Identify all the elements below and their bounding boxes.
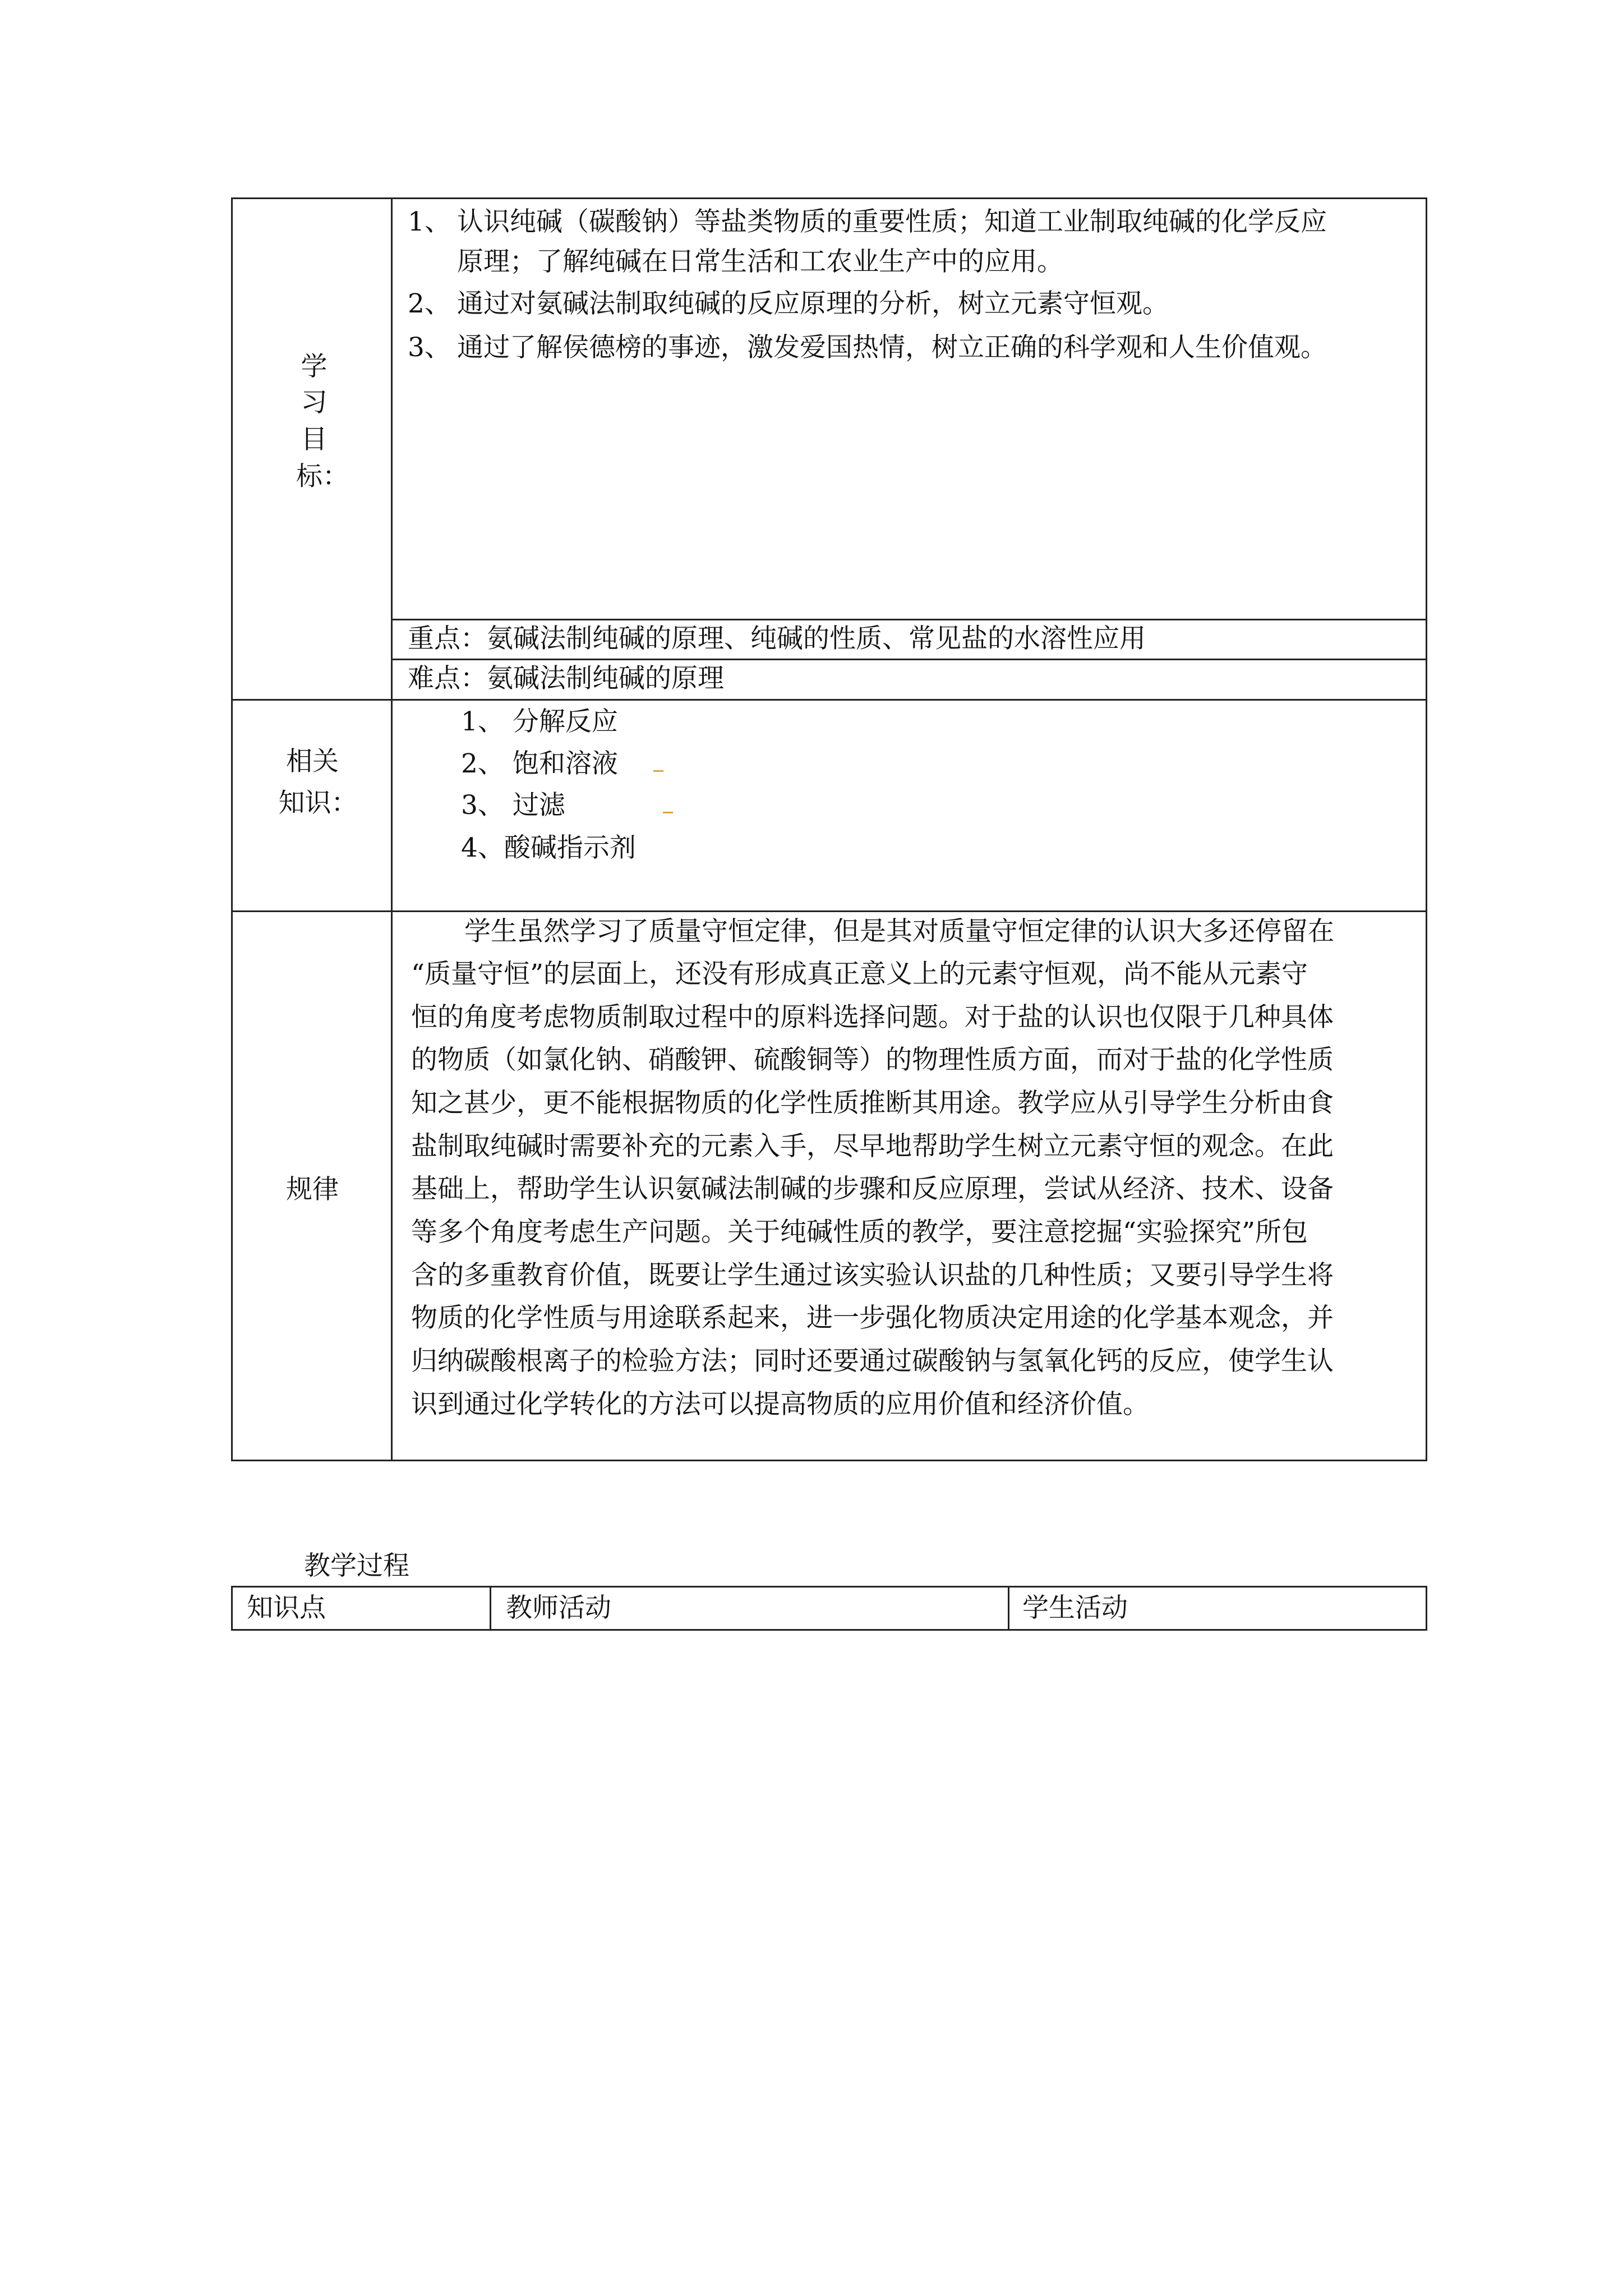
rules-label: 规律 [286, 1174, 339, 1205]
related-knowledge-label-line: 相关 [286, 746, 339, 777]
process-table-divider [1008, 1586, 1009, 1631]
key-point-text: 重点：氨碱法制纯碱的原理、纯碱的性质、常见盐的水溶性应用 [408, 623, 1146, 654]
objective-text: 通过了解侯德榜的事迹，激发爱国热情，树立正确的科学观和人生价值观。 [457, 332, 1327, 363]
difficulty-border-top [391, 659, 1427, 660]
rules-line: 识到通过化学转化的方法可以提高物质的应用价值和经济价值。 [411, 1389, 1149, 1420]
process-header-knowledge-point: 知识点 [247, 1593, 326, 1623]
knowledge-item: 1、 分解反应 [461, 706, 618, 737]
rules-line: 含的多重教育价值，既要让学生通过该实验认识盐的几种性质；又要引导学生将 [411, 1260, 1334, 1291]
process-header-teacher-activity: 教师活动 [506, 1593, 611, 1623]
process-table-border-right [1426, 1586, 1427, 1631]
process-table-divider [490, 1586, 491, 1631]
table-column-divider [391, 197, 393, 1461]
rules-line: 基础上，帮助学生认识氨碱法制碱的步骤和反应原理，尝试从经济、技术、设备 [411, 1174, 1334, 1204]
objectives-label-char: 学 [301, 351, 328, 382]
table-border-top [231, 197, 1427, 199]
stray-mark [653, 770, 663, 772]
table-border-bottom [231, 1460, 1427, 1461]
process-title: 教学过程 [304, 1550, 409, 1581]
process-table-border-top [231, 1586, 1427, 1588]
objectives-label-char: 习 [301, 387, 328, 418]
related-knowledge-label-line: 知识： [278, 788, 358, 818]
difficulty-text: 难点：氨碱法制纯碱的原理 [408, 663, 724, 694]
process-table-border-left [231, 1586, 233, 1631]
objectives-label-char: 标： [296, 461, 349, 492]
process-table-border-bottom [231, 1629, 1427, 1631]
objective-text: 认识纯碱（碳酸钠）等盐类物质的重要性质；知道工业制取纯碱的化学反应 [457, 206, 1327, 237]
rules-line: 归纳碳酸根离子的检验方法；同时还要通过碳酸钠与氢氧化钙的反应，使学生认 [411, 1346, 1334, 1377]
table-border-right [1426, 197, 1427, 1461]
knowledge-item: 3、 过滤 [461, 790, 565, 821]
related-border-top [231, 699, 1427, 701]
rules-line: 等多个角度考虑生产问题。关于纯碱性质的教学，要注意挖掘“实验探究”所包 [411, 1217, 1308, 1248]
objective-number: 1、 [408, 206, 451, 237]
rules-line: 恒的角度考虑物质制取过程中的原料选择问题。对于盐的认识也仅限于几种具体 [411, 1002, 1334, 1033]
rules-line: 知之甚少，更不能根据物质的化学性质推断其用途。教学应从引导学生分析由食 [411, 1088, 1334, 1119]
rules-line: 物质的化学性质与用途联系起来，进一步强化物质决定用途的化学基本观念，并 [411, 1303, 1334, 1333]
rules-line: 的物质（如氯化钠、硝酸钾、硫酸铜等）的物理性质方面，而对于盐的化学性质 [411, 1045, 1334, 1075]
rules-line: 盐制取纯碱时需要补充的元素入手，尽早地帮助学生树立元素守恒的观念。在此 [411, 1131, 1334, 1162]
rules-line: “质量守恒”的层面上，还没有形成真正意义上的元素守恒观，尚不能从元素守 [411, 959, 1308, 990]
stray-mark [663, 812, 673, 813]
knowledge-item: 2、 饱和溶液 [461, 748, 618, 779]
objective-text: 原理；了解纯碱在日常生活和工农业生产中的应用。 [457, 246, 1063, 277]
table-border-left [231, 197, 233, 1461]
key-point-border-top [391, 619, 1427, 620]
objective-text: 通过对氨碱法制取纯碱的反应原理的分析，树立元素守恒观。 [457, 288, 1169, 319]
objective-number: 2、 [408, 288, 451, 319]
process-header-student-activity: 学生活动 [1022, 1593, 1128, 1623]
objective-number: 3、 [408, 332, 451, 363]
rules-line: 学生虽然学习了质量守恒定律，但是其对质量守恒定律的认识大多还停留在 [464, 916, 1334, 947]
knowledge-item: 4、酸碱指示剂 [461, 832, 636, 863]
objectives-label-char: 目 [301, 424, 328, 455]
rules-border-top [231, 910, 1427, 912]
